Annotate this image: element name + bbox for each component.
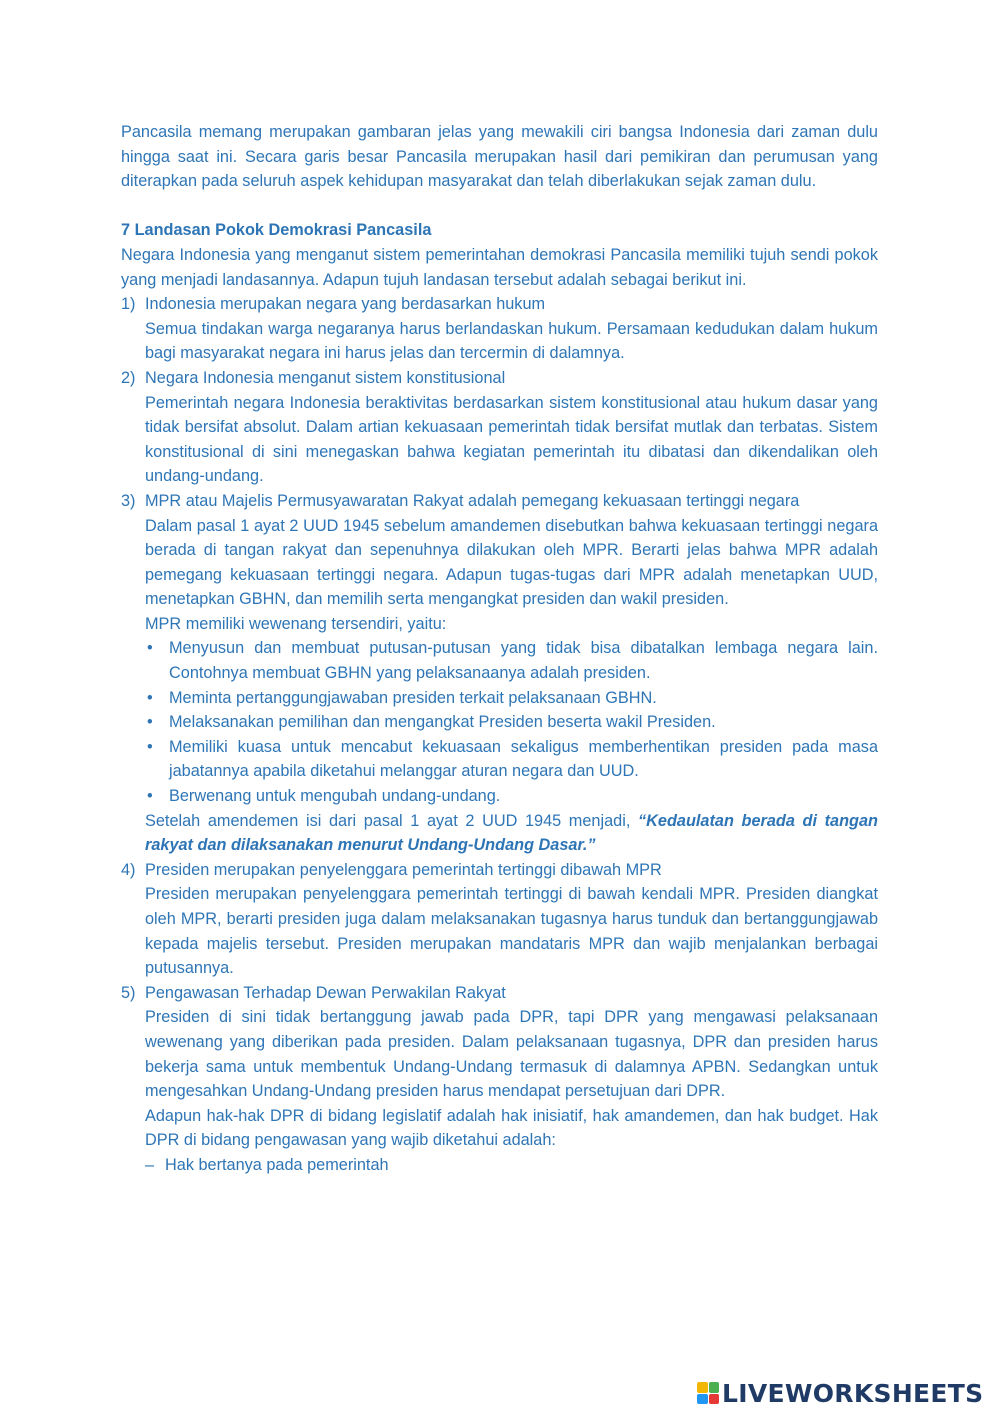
document-page xyxy=(121,120,878,1178)
list-item-5 xyxy=(121,981,878,1178)
item-number: 3) xyxy=(121,491,136,510)
bullet-icon: • xyxy=(147,639,153,658)
item-title: Pengawasan Terhadap Dewan Perwakilan Rakyat xyxy=(145,983,506,1002)
rights-paragraph: Adapun hak-hak DPR di bidang legislatif adalah hak inisiatif, hak amandemen, dan hak budget. Hak DPR di bidang pengawasan yang wajib diketahui adalah: xyxy=(145,1106,878,1150)
bullet-icon: • xyxy=(147,713,153,732)
spacer xyxy=(121,194,878,219)
amendment-quote: “Kedaulatan berada di tangan rakyat dan dilaksanakan menurut Undang-Undang Dasar.” xyxy=(145,811,879,855)
bullet-text: Berwenang untuk mengubah undang-undang. xyxy=(169,787,501,806)
bullet-icon: • xyxy=(147,737,153,756)
bullet-item xyxy=(145,686,878,711)
dash-icon: – xyxy=(145,1155,155,1174)
rights-list xyxy=(145,1153,878,1178)
section-heading: 7 Landasan Pokok Demokrasi Pancasila xyxy=(121,221,432,240)
brand-square xyxy=(709,1394,720,1405)
item-title: Presiden merupakan penyelenggara pemerintah tertinggi dibawah MPR xyxy=(145,860,662,879)
item-body: Pemerintah negara Indonesia beraktivitas berdasarkan sistem konstitusional atau hukum dasar yang tidak bersifat absolut. Dalam artian kekuasaan pemerintah tidak bersifat mutlak dan terbatas. Sistem konstitusional di sini menegaskan bahwa kegiatan pemerintah itu dibatasi dan dikendalikan oleh undang-undang. xyxy=(145,393,878,486)
liveworksheets-logo[interactable] xyxy=(697,1378,983,1408)
bullet-text: Melaksanakan pemilihan dan mengangkat Presiden beserta wakil Presiden. xyxy=(169,713,716,732)
dash-text: Hak bertanya pada pemerintah xyxy=(165,1155,389,1174)
item-title: Negara Indonesia menganut sistem konstitusional xyxy=(145,368,506,387)
authority-intro: MPR memiliki wewenang tersendiri, yaitu: xyxy=(145,614,447,633)
item-number: 5) xyxy=(121,983,136,1002)
amendment-text: Setelah amendemen isi dari pasal 1 ayat 2 UUD 1945 menjadi, xyxy=(145,811,631,830)
list-item-3 xyxy=(121,489,878,858)
bullet-item xyxy=(145,636,878,685)
list-item-2 xyxy=(121,366,878,489)
item-body: Semua tindakan warga negaranya harus berlandaskan hukum. Persamaan kedudukan dalam hukum bagi masyarakat negara ini harus jelas dan tercermin di dalamnya. xyxy=(145,319,878,363)
bullet-item xyxy=(145,735,878,784)
bullet-icon: • xyxy=(147,787,153,806)
bullet-text: Menyusun dan membuat putusan-putusan yang tidak bisa dibatalkan lembaga negara lain. Contohnya membuat GBHN yang pelaksanaanya adalah presiden. xyxy=(169,639,878,683)
amendment-paragraph xyxy=(145,809,878,858)
brand-square xyxy=(709,1382,720,1393)
brand-mark-icon xyxy=(697,1382,719,1404)
item-body: Presiden di sini tidak bertanggung jawab pada DPR, tapi DPR yang mengawasi pelaksanaan wewenang yang diberikan pada presiden. Dalam pelaksanaan tugasnya, DPR dan presiden harus bekerja sama untuk membentuk Undang-Undang termasuk di dalamnya APBN. Sedangkan untuk mengesahkan Undang-Undang presiden harus mendapat persetujuan dari DPR. xyxy=(145,1008,878,1101)
brand-square xyxy=(697,1394,708,1405)
item-title: MPR atau Majelis Permusyawaratan Rakyat adalah pemegang kekuasaan tertinggi negara xyxy=(145,491,800,510)
brand-text: LIVEWORKSHEETS xyxy=(722,1378,984,1408)
item-body: Dalam pasal 1 ayat 2 UUD 1945 sebelum amandemen disebutkan bahwa kekuasaan tertinggi negara berada di tangan rakyat dan sepenuhnya dilakukan oleh MPR. Berarti jelas bahwa MPR adalah pemegang kekuasaan tertinggi negara. Adapun tugas-tugas dari MPR adalah menetapkan UUD, menetapkan GBHN, dan memilih serta mengangkat presiden dan wakil presiden. xyxy=(145,516,878,609)
dash-item xyxy=(145,1153,878,1178)
brand-square xyxy=(697,1382,708,1393)
bullet-icon: • xyxy=(147,688,153,707)
list-item-4 xyxy=(121,858,878,981)
intro-paragraph: Pancasila memang merupakan gambaran jelas yang mewakili ciri bangsa Indonesia dari zaman dulu hingga saat ini. Secara garis besar Pancasila merupakan hasil dari pemikiran dan perumusan yang diterapkan pada seluruh aspek kehidupan masyarakat dan telah diberlakukan sejak zaman dulu. xyxy=(121,123,878,191)
item-number: 1) xyxy=(121,295,136,314)
bullet-item xyxy=(145,784,878,809)
bullet-text: Meminta pertanggungjawaban presiden terkait pelaksanaan GBHN. xyxy=(169,688,657,707)
authority-list xyxy=(145,636,878,808)
section-intro: Negara Indonesia yang menganut sistem pemerintahan demokrasi Pancasila memiliki tujuh sendi pokok yang menjadi landasannya. Adapun tujuh landasan tersebut adalah sebagai berikut ini. xyxy=(121,245,878,289)
item-body: Presiden merupakan penyelenggara pemerintah tertinggi di bawah kendali MPR. Presiden diangkat oleh MPR, berarti presiden juga dalam melaksanakan tugasnya harus tunduk dan bertanggungjawab kepada majelis tersebut. Presiden merupakan mandataris MPR dan wajib menjalankan berbagai putusannya. xyxy=(145,885,878,978)
item-number: 4) xyxy=(121,860,136,879)
bullet-text: Memiliki kuasa untuk mencabut kekuasaan sekaligus memberhentikan presiden pada masa jabatannya apabila diketahui melanggar aturan negara dan UUD. xyxy=(169,737,878,781)
item-number: 2) xyxy=(121,368,136,387)
item-title: Indonesia merupakan negara yang berdasarkan hukum xyxy=(145,295,546,314)
list-item-1 xyxy=(121,292,878,366)
bullet-item xyxy=(145,710,878,735)
